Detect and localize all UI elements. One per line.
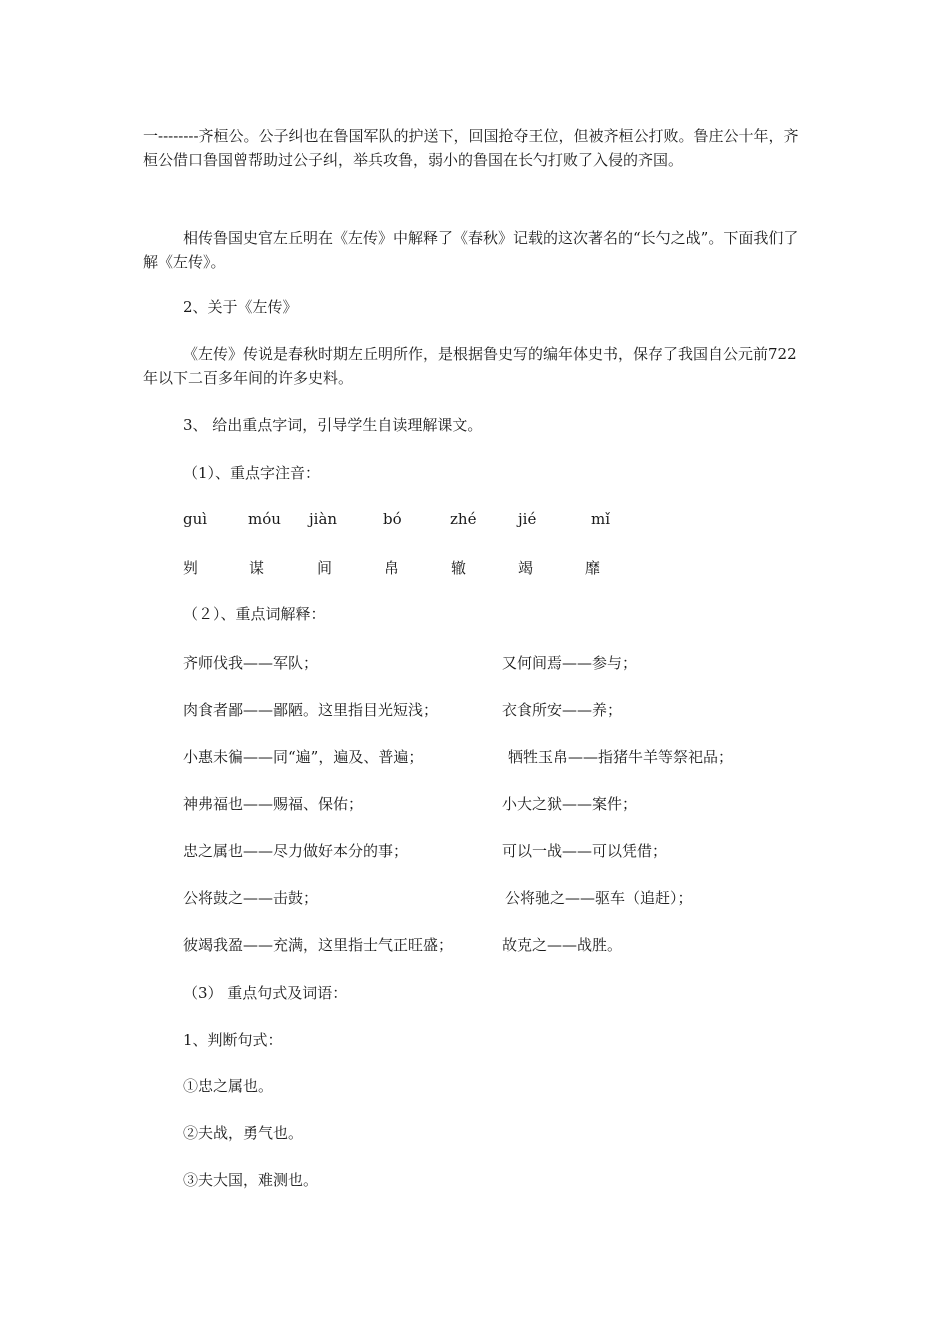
vocab-right: 牺牲玉帛——指猪牛羊等祭祀品； bbox=[508, 748, 734, 766]
pinyin-item: guì bbox=[183, 510, 208, 528]
vocab-left: 公将鼓之——击鼓； bbox=[183, 889, 319, 907]
character-item: 竭 bbox=[518, 559, 534, 577]
vocab-left: 齐师伐我——军队； bbox=[183, 654, 319, 672]
vocab-row bbox=[0, 699, 950, 719]
character-item: 靡 bbox=[585, 559, 601, 577]
paragraph-zuo-qiuming: 相传鲁国史官左丘明在《左传》中解释了《春秋》记载的这次著名的“长勺之战”。下面我们了解《左传》。 bbox=[143, 229, 799, 271]
vocab-row bbox=[0, 746, 950, 766]
pinyin-item: bó bbox=[383, 510, 402, 528]
sentence-item: ②夫战，勇气也。 bbox=[183, 1124, 304, 1142]
vocab-row bbox=[0, 887, 950, 907]
pinyin-item: zhé bbox=[450, 510, 477, 528]
vocab-right: 公将驰之——驱车（追赶）； bbox=[505, 889, 693, 907]
pinyin-item: jiàn bbox=[309, 510, 338, 528]
vocab-right: 故克之——战胜。 bbox=[502, 936, 623, 954]
pinyin-item: mǐ bbox=[591, 510, 611, 528]
heading-judgment-sentences: 1、判断句式： bbox=[183, 1031, 283, 1049]
heading-key-words: 3、 给出重点字词，引导学生自读理解课文。 bbox=[183, 416, 483, 434]
vocab-left: 神弗福也——赐福、保佑； bbox=[183, 795, 364, 813]
vocab-right: 可以一战——可以凭借； bbox=[502, 842, 668, 860]
heading-about-zuozhuan: 2、关于《左传》 bbox=[183, 298, 298, 316]
heading-key-sentences: （3） 重点句式及词语： bbox=[183, 984, 348, 1002]
vocab-right: 小大之狱——案件； bbox=[502, 795, 638, 813]
character-row bbox=[0, 557, 950, 577]
heading-word-meanings: （２）、重点词解释： bbox=[183, 605, 326, 623]
vocab-left: 肉食者鄙——鄙陋。这里指目光短浅； bbox=[183, 701, 439, 719]
sentence-item: ①忠之属也。 bbox=[183, 1077, 274, 1095]
vocab-left: 彼竭我盈——充满，这里指士气正旺盛； bbox=[183, 936, 454, 954]
vocab-row bbox=[0, 652, 950, 672]
pinyin-row bbox=[0, 510, 950, 530]
vocab-row bbox=[0, 793, 950, 813]
character-item: 刿 bbox=[183, 559, 199, 577]
vocab-row bbox=[0, 840, 950, 860]
heading-pronunciation: （1）、重点字注音： bbox=[183, 464, 321, 482]
character-item: 谋 bbox=[249, 559, 265, 577]
vocab-row bbox=[0, 934, 950, 954]
sentence-item: ③夫大国，难测也。 bbox=[183, 1171, 319, 1189]
pinyin-item: móu bbox=[248, 510, 281, 528]
character-item: 帛 bbox=[384, 559, 400, 577]
pinyin-item: jié bbox=[518, 510, 537, 528]
vocab-left: 小惠未徧——同“遍”，遍及、普遍； bbox=[183, 748, 424, 766]
character-item: 辙 bbox=[451, 559, 467, 577]
vocab-left: 忠之属也——尽力做好本分的事； bbox=[183, 842, 409, 860]
vocab-right: 衣食所安——养； bbox=[502, 701, 623, 719]
paragraph-qi-huan-gong: 一--------齐桓公。公子纠也在鲁国军队的护送下，回国抢夺王位，但被齐桓公打败。鲁庄公十年，齐桓公借口鲁国曾帮助过公子纠，举兵攻鲁，弱小的鲁国在长勺打败了入侵的齐国。 bbox=[143, 127, 799, 169]
vocab-right: 又何间焉——参与； bbox=[502, 654, 638, 672]
character-item: 间 bbox=[317, 559, 333, 577]
paragraph-zuozhuan-description: 《左传》传说是春秋时期左丘明所作，是根据鲁史写的编年体史书，保存了我国自公元前722年以下二百多年间的许多史料。 bbox=[143, 345, 797, 387]
